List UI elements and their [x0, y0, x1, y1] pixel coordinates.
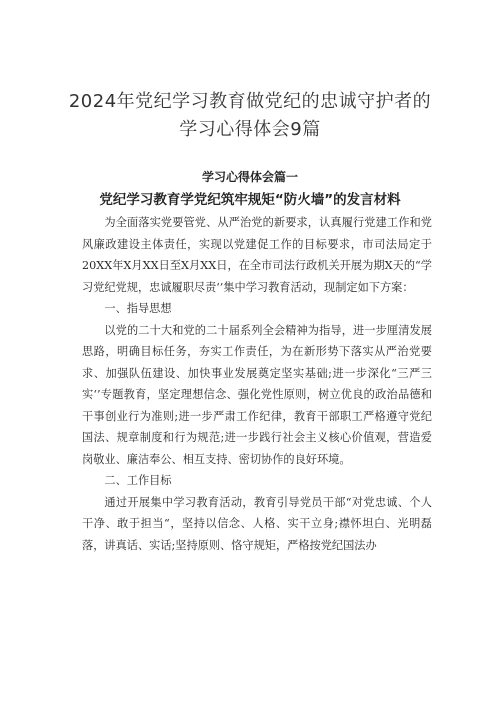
subheading-guiding-ideology: 一、指导思想	[104, 302, 172, 315]
article-title: 党纪学习教育学党纪筑牢规矩“防火墙”的发言材料	[99, 192, 401, 208]
document-title	[40, 88, 460, 144]
subheading-work-goals: 二、工作目标	[104, 474, 172, 487]
paragraph-work-goals: 通过开展集中学习教育活动，教育引导党员干部“对党忠诚、个人干净、敢于担当“，坚持以信念、人格、实干立身;襟怀坦白、光明磊落，讲真话、实话;坚持原则、恪守规矩，严格按党纪国法办	[82, 495, 432, 552]
document-body	[82, 212, 432, 556]
paragraph-guiding-ideology: 以党的二十大和党的二十届系列全会精神为指导，进一步厘清发展思路，明确目标任务，夯实工作责任，为在新形势下落实从严治党要求、加强队伍建设、加快事业发展奠定坚实基础;进一步深化“三严三实‘’专题教育，坚定理想信念、强化党性原则，树立优良的政治品德和干事创业行为准则;进一步严肃工作纪律，教育干部职工严格遵守党纪国法、规章制度和行为规范;进一步践行社会主义核心价值观，营造爱岗敬业、廉洁奉公、相互支持、密切协作的良好环境。	[82, 323, 432, 466]
document-title-line-2: 学习心得体会9篇	[179, 119, 321, 140]
section-heading: 学习心得体会篇一	[201, 170, 298, 184]
document-title-line-1: 2024年党纪学习教育做党纪的忠诚守护者的	[68, 91, 432, 112]
paragraph-intro: 为全面落实党要管党、从严治党的新要求，认真履行党建工作和党风廉政建设主体责任，实现以党建促工作的目标要求，市司法局定于20XX年X月XX日至X月XX日，在全市司法行政机关开展为期X天的“学习党纪党规，忠诚履职尽责‘’集中学习教育活动，现制定如下方案：	[82, 216, 432, 294]
